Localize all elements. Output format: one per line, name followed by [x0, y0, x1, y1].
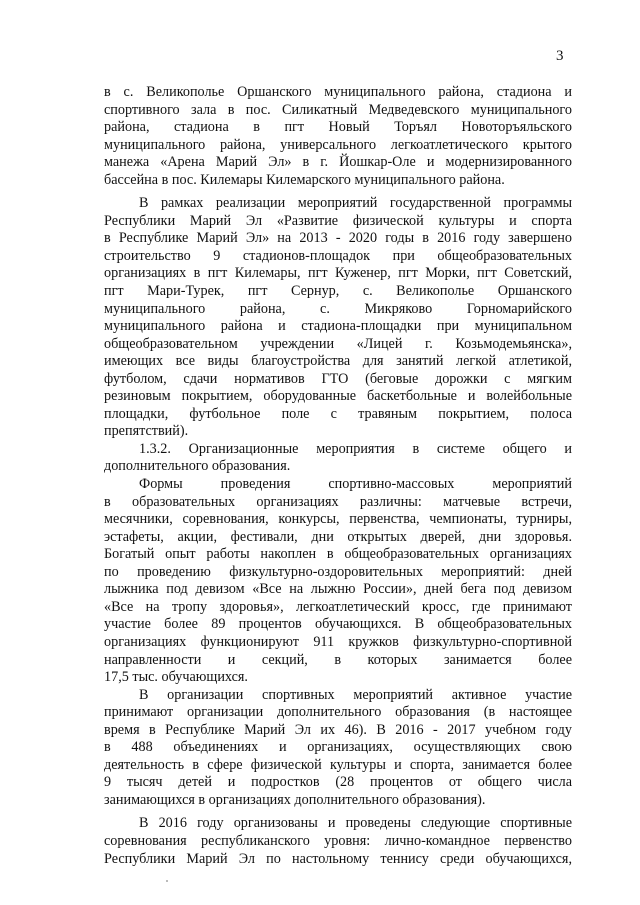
- text-line: 1.3.2. Организационные мероприятия в системе общего и: [139, 440, 572, 457]
- text-line: общеобразовательном учреждении «Лицей г. Козьмодемьянска»,: [104, 335, 572, 352]
- text-line: в 488 объединениях и организациях, осуществляющих свою: [104, 739, 572, 756]
- text-line: 9 тысяч детей и подростков (28 процентов от общего числа: [104, 774, 572, 791]
- text-line: направленности и секций, в которых занимается более: [104, 651, 572, 668]
- text-line: эстафеты, акции, фестивали, дни открытых дверей, дни здоровья.: [104, 528, 572, 545]
- text-line: футболом, сдачи нормативов ГТО (беговые дорожки с мягким: [104, 370, 572, 387]
- text-line: по проведению физкультурно-оздоровительных мероприятий: дней: [104, 563, 572, 580]
- text-line: манежа «Арена Марий Эл» в г. Йошкар-Оле и модернизированного: [104, 154, 572, 171]
- text-line: Республики Марий Эл по настольному теннису среди обучающихся,: [104, 850, 572, 867]
- text-line: Формы проведения спортивно-массовых мероприятий: [139, 476, 572, 493]
- page-number: 3: [556, 48, 564, 64]
- text-line: в Республике Марий Эл» на 2013 - 2020 годы в 2016 году завершено: [104, 230, 572, 247]
- text-line: площадки, футбольное поле с травяным покрытием, полоса: [104, 405, 572, 422]
- text-line: «Все на тропу здоровья», легкоатлетический кросс, где принимают: [104, 598, 572, 615]
- text-line: муниципального района, с. Микряково Горномарийского: [104, 300, 572, 317]
- text-line: в образовательных организациях различны: матчевые встречи,: [104, 493, 572, 510]
- text-line: Республики Марий Эл «Развитие физической культуры и спорта: [104, 212, 572, 229]
- text-line: В организации спортивных мероприятий активное участие: [139, 686, 572, 703]
- text-line: строительство 9 стадионов-площадок при общеобразовательных: [104, 247, 572, 264]
- text-line: в с. Великополье Оршанского муниципального района, стадиона и: [104, 84, 572, 100]
- text-line: муниципального района и стадиона-площадки при муниципальном: [104, 318, 572, 335]
- text-line: пгт Мари-Турек, пгт Сернур, с. Великополье Оршанского: [104, 283, 572, 300]
- scan-artifact: [166, 880, 168, 882]
- text-line: бассейна в пос. Килемары Килемарского муниципального района.: [104, 171, 505, 188]
- text-line: В 2016 году организованы и проведены следующие спортивные: [139, 815, 572, 832]
- text-line: организациях функционируют 911 кружков физкультурно-спортивной: [104, 633, 572, 650]
- text-line: участие более 89 процентов обучающихся. В общеобразовательных: [104, 616, 572, 633]
- text-line: района, стадиона в пгт Новый Торъял Новоторъяльского: [104, 119, 572, 136]
- text-line: принимают организации дополнительного образования (в настоящее: [104, 704, 572, 721]
- text-line: спортивного зала в пос. Силикатный Медведевского муниципального: [104, 101, 572, 118]
- text-line: занимающихся в организациях дополнительного образования).: [104, 791, 486, 808]
- text-line: 17,5 тыс. обучающихся.: [104, 669, 248, 686]
- text-line: дополнительного образования.: [104, 458, 291, 475]
- text-line: соревнования республиканского уровня: лично-командное первенство: [104, 832, 572, 849]
- text-line: время в Республике Марий Эл их 46). В 2016 - 2017 учебном году: [104, 721, 572, 738]
- text-line: муниципального района, универсального легкоатлетического крытого: [104, 136, 572, 153]
- text-line: имеющих все виды благоустройства для занятий легкой атлетикой,: [104, 353, 572, 370]
- text-line: В рамках реализации мероприятий государственной программы: [139, 195, 572, 212]
- text-line: препятствий).: [104, 423, 189, 440]
- text-line: деятельность в сфере физической культуры и спорта, занимается более: [104, 756, 572, 773]
- text-line: организациях в пгт Килемары, пгт Куженер, пгт Морки, пгт Советский,: [104, 265, 572, 282]
- document-body: [104, 84, 572, 868]
- text-line: резиновым покрытием, оборудованные баскетбольные и волейбольные: [104, 388, 572, 405]
- text-line: Богатый опыт работы накоплен в общеобразовательных организациях: [104, 546, 572, 563]
- text-line: лыжника под девизом «Все на лыжню России», дней бега под девизом: [104, 581, 572, 598]
- text-line: месячники, соревнования, конкурсы, первенства, чемпионаты, турниры,: [104, 511, 572, 528]
